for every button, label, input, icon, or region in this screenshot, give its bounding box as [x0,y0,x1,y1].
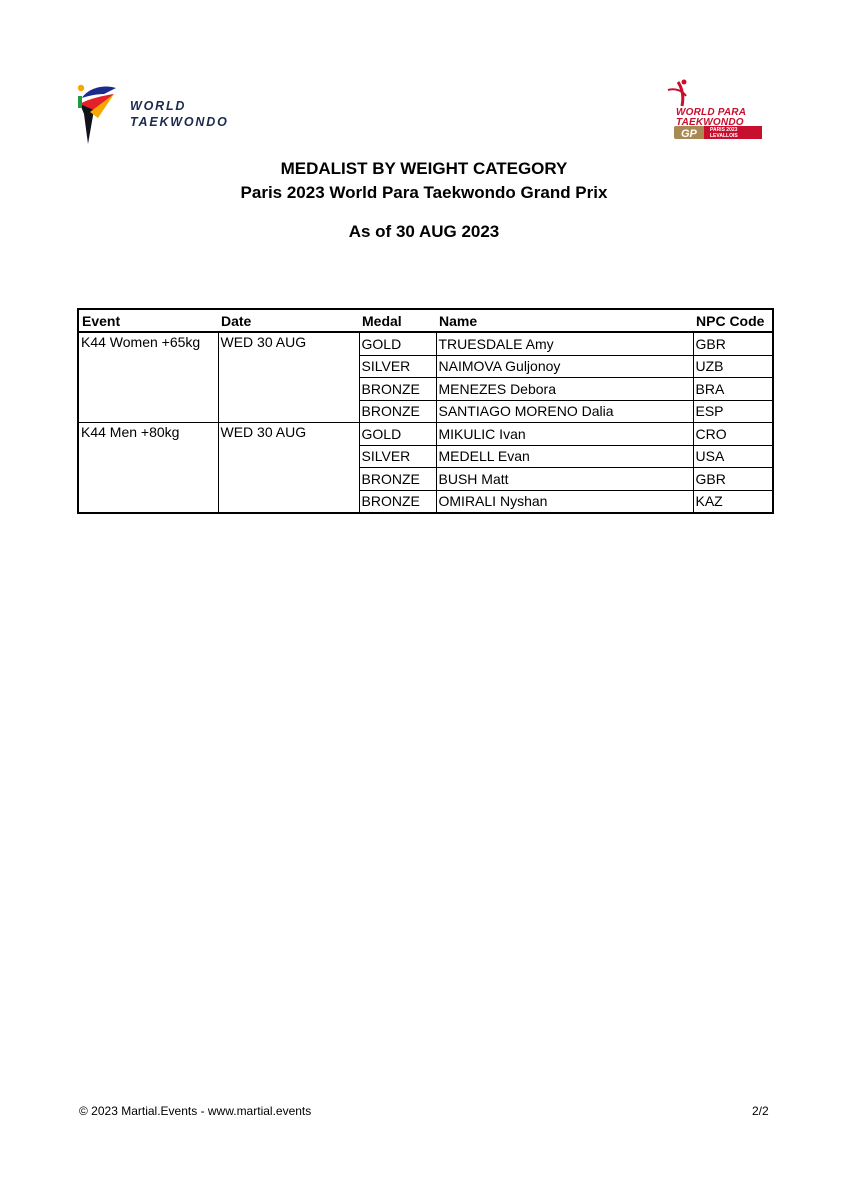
athlete-name-cell: NAIMOVA Guljonoy [436,355,693,378]
npc-code-cell: BRA [693,378,773,401]
logo-line-taekwondo: TAEKWONDO [676,117,744,128]
athlete-name-cell: MIKULIC Ivan [436,423,693,446]
athlete-name-cell: MEDELL Evan [436,445,693,468]
npc-code-cell: GBR [693,332,773,355]
medal-cell: BRONZE [359,378,436,401]
table-header-row [78,309,773,332]
report-as-of: As of 30 AUG 2023 [348,222,500,241]
page-number: 2/2 [752,1104,769,1118]
logo-sub-paris: PARIS 2023 [710,127,738,133]
logo-sub-levallois: LEVALLOIS [710,132,738,139]
medal-cell: BRONZE [359,490,436,513]
world-para-taekwondo-gp-logo [664,78,766,142]
table-row [78,423,773,446]
athlete-name-cell: MENEZES Debora [436,378,693,401]
npc-code-cell: KAZ [693,490,773,513]
medal-cell: SILVER [359,445,436,468]
footer-copyright: © 2023 Martial.Events - www.martial.events [79,1104,312,1118]
logo-gp: GP [681,128,697,140]
npc-code-cell: UZB [693,355,773,378]
table-row [78,332,773,355]
medal-cell: BRONZE [359,468,436,491]
npc-code-cell: GBR [693,468,773,491]
report-title: MEDALIST BY WEIGHT CATEGORY [280,159,568,178]
logo-line-world-para: WORLD PARA [676,107,747,118]
medal-cell: GOLD [359,332,436,355]
medal-cell: GOLD [359,423,436,446]
event-cell: K44 Women +65kg [78,332,218,423]
athlete-name-cell: SANTIAGO MORENO Dalia [436,400,693,423]
date-cell: WED 30 AUG [218,423,359,514]
medal-cell: SILVER [359,355,436,378]
report-subtitle: Paris 2023 World Para Taekwondo Grand Prix [240,183,608,202]
medal-cell: BRONZE [359,400,436,423]
world-taekwondo-emblem-icon [74,74,134,148]
event-cell: K44 Men +80kg [78,423,218,514]
column-header-event: Event [78,309,218,332]
date-cell: WED 30 AUG [218,332,359,423]
athlete-name-cell: TRUESDALE Amy [436,332,693,355]
athlete-name-cell: OMIRALI Nyshan [436,490,693,513]
npc-code-cell: USA [693,445,773,468]
column-header-date: Date [218,309,359,332]
npc-code-cell: CRO [693,423,773,446]
medalist-table [77,308,774,514]
npc-code-cell: ESP [693,400,773,423]
logo-line-taekwondo: TAEKWONDO [130,115,229,129]
column-header-npc-code: NPC Code [693,309,773,332]
column-header-name: Name [436,309,693,332]
column-header-medal: Medal [359,309,436,332]
athlete-name-cell: BUSH Matt [436,468,693,491]
world-taekwondo-logo [74,74,244,148]
logo-line-world: WORLD [130,99,187,113]
